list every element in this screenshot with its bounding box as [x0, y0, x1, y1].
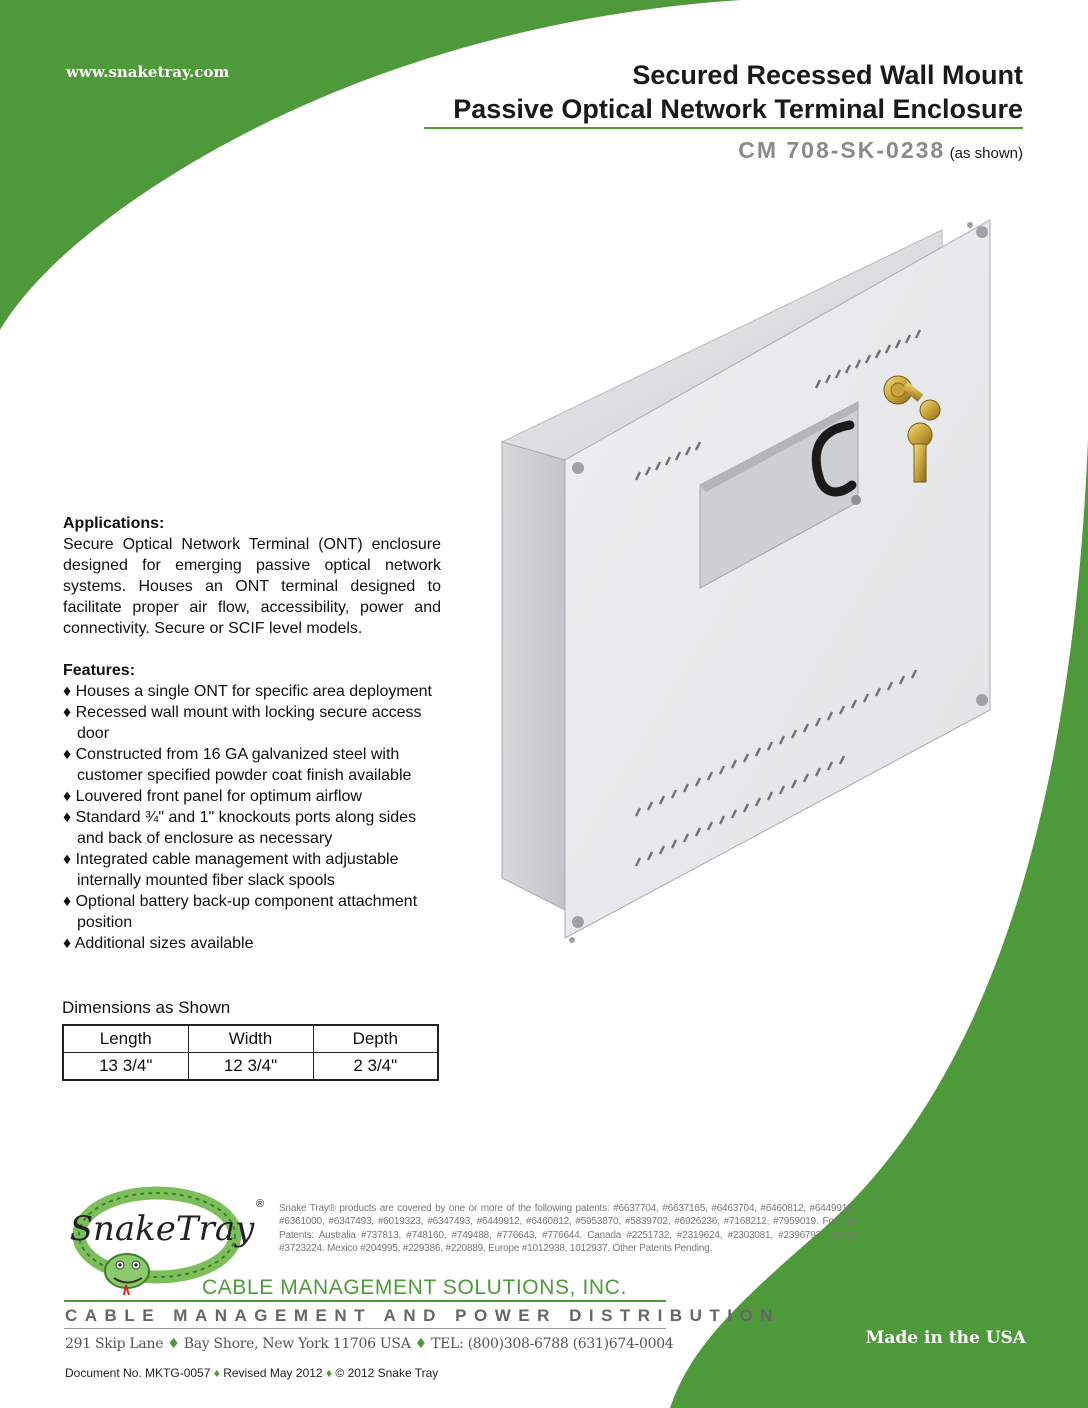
feature-item: ♦ Standard ¾" and 1" knockouts ports along sides and back of enclosure as necessary — [63, 809, 417, 847]
website-link[interactable]: www.snaketray.com — [66, 63, 230, 81]
table-header-row — [63, 1025, 438, 1053]
feature-item: ♦ Additional sizes available — [63, 935, 254, 952]
registered-mark: ® — [256, 1198, 265, 1210]
model-note: (as shown) — [949, 145, 1023, 162]
model-number — [738, 137, 1023, 164]
table-cell: 12 3/4" — [188, 1053, 313, 1081]
feature-item: ♦ Optional battery back-up component attachment position — [63, 893, 418, 931]
doc-copyright: © 2012 Snake Tray — [335, 1366, 439, 1380]
applications-text: Secure Optical Network Terminal (ONT) enclosure designed for emerging passive optical network systems. Houses an ONT terminal designed to facilitate proper air flow, accessibility, power and connectivity. Secure or SCIF level models. — [63, 536, 441, 637]
company-address — [65, 1336, 673, 1352]
table-header-cell: Depth — [313, 1025, 438, 1053]
page-title-line1: Secured Recessed Wall Mount — [632, 60, 1023, 90]
window-latch — [851, 495, 861, 505]
address-phone: TEL: (800)308-6788 (631)674-0004 — [431, 1336, 674, 1352]
feature-item: ♦ Constructed from 16 GA galvanized steel with customer specified powder coat finish available — [63, 746, 412, 784]
table-row — [63, 1053, 438, 1081]
enclosure-left-side — [502, 442, 565, 910]
title-divider — [424, 127, 1023, 129]
feature-item: ♦ Houses a single ONT for specific area deployment — [63, 683, 432, 700]
feature-item: ♦ Integrated cable management with adjustable internally mounted fiber slack spools — [63, 851, 399, 889]
doc-revision: Revised May 2012 — [223, 1366, 323, 1380]
model-code: CM 708-SK-0238 — [738, 137, 946, 163]
diamond-separator: ♦ — [414, 1336, 427, 1352]
doc-number: Document No. MKTG-0057 — [65, 1366, 211, 1380]
features-list — [63, 681, 441, 954]
document-number — [65, 1366, 438, 1380]
feature-item: ♦ Louvered front panel for optimum airflow — [63, 788, 362, 805]
diamond-separator: ♦ — [167, 1336, 180, 1352]
page-title-line2: Passive Optical Network Terminal Enclosure — [453, 94, 1023, 124]
table-header-cell: Length — [63, 1025, 188, 1053]
address-street: 291 Skip Lane — [65, 1336, 164, 1352]
company-divider — [64, 1300, 666, 1302]
description-column — [63, 513, 441, 954]
applications-heading: Applications: — [63, 515, 165, 532]
patents-notice: Snake Tray® products are covered by one or more of the following patents: #6637704, #6637165, #6463704, #6460812, #6449912, #6361000, #6347493, #6019323, #6347493, #6449912, #6460812, #5953870, #5839702, #6926236, #7168212, #7959019. Foreign Patents: Australia #737813, #748160, #749488, #776643, #776644. Canada #2251732, #2319624, #2303081, #2396792. Japan #3723224. Mexico #204995, #229386, #220889. Europe #1012938, 1012937. Other Patents Pending. — [279, 1203, 855, 1255]
diamond-separator: ♦ — [213, 1366, 220, 1380]
table-cell: 2 3/4" — [313, 1053, 438, 1081]
company-tagline: CABLE MANAGEMENT AND POWER DISTRIBUTION — [65, 1306, 780, 1325]
logo-wordmark: SnakeTray — [69, 1209, 255, 1249]
feature-item: ♦ Recessed wall mount with locking secure access door — [63, 704, 422, 742]
address-divider — [64, 1328, 666, 1329]
table-cell: 13 3/4" — [63, 1053, 188, 1081]
table-header-cell: Width — [188, 1025, 313, 1053]
features-heading: Features: — [63, 662, 136, 679]
diamond-separator: ♦ — [325, 1366, 333, 1380]
address-city: Bay Shore, New York 11706 USA — [183, 1336, 411, 1352]
made-in-usa: Made in the USA — [865, 1328, 1026, 1348]
company-name: CABLE MANAGEMENT SOLUTIONS, INC. — [202, 1276, 627, 1299]
dimensions-table — [62, 1024, 439, 1081]
enclosure-product-image — [490, 210, 1000, 950]
dimensions-heading: Dimensions as Shown — [62, 998, 231, 1017]
